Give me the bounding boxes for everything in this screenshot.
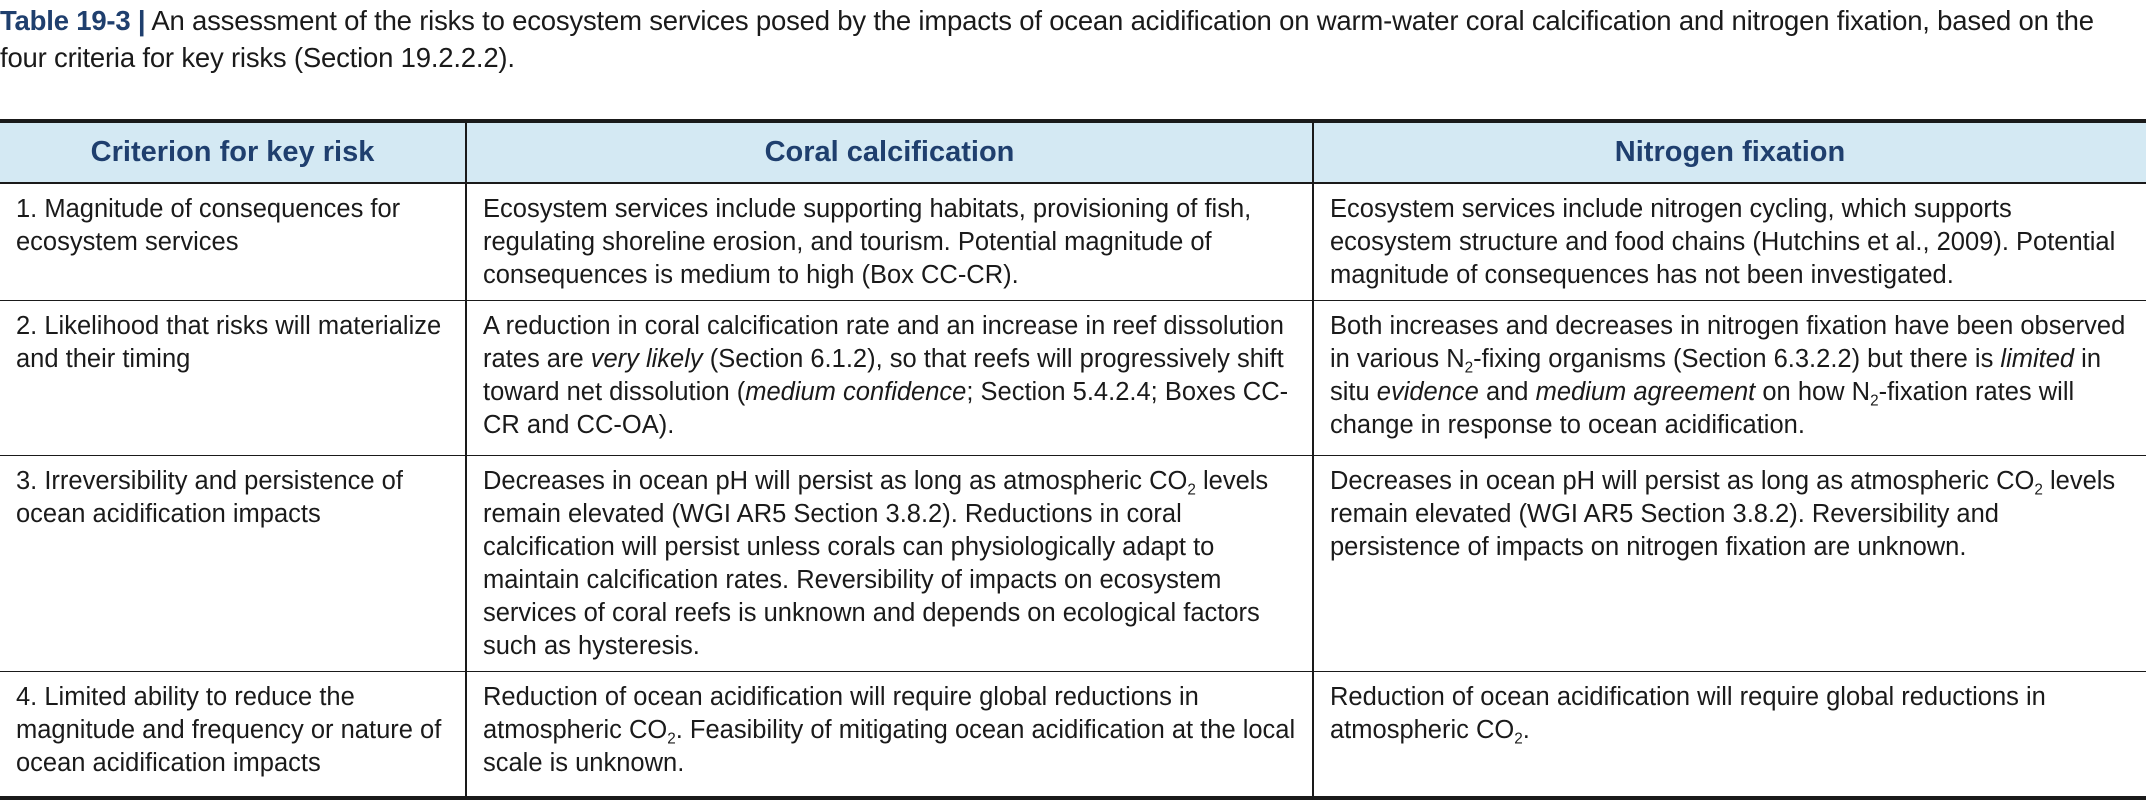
- column-header-nitrogen: Nitrogen fixation: [1313, 121, 2146, 183]
- key-risk-table: [0, 119, 2146, 800]
- criterion-cell: 4. Limited ability to reduce the magnitude and frequency or nature of ocean acidification impacts: [0, 672, 466, 799]
- table-row: [0, 672, 2146, 799]
- criterion-cell: 2. Likelihood that risks will materialize and their timing: [0, 301, 466, 456]
- criterion-cell: 1. Magnitude of consequences for ecosystem services: [0, 183, 466, 301]
- nitrogen-cell: Decreases in ocean pH will persist as long as atmospheric $CO_2$ levels remain elevated (WGI AR5 Section 3.8.2). Reversibility and persistence of impacts on nitrogen fixation are unknown.: [1313, 456, 2146, 672]
- coral-cell: A reduction in coral calcification rate and an increase in reef dissolution rates are very likely (Section 6.1.2), so that reefs will progressively shift toward net dissolution (medium confidence; Section 5.4.2.4; Boxes CC-CR and CC-OA).: [466, 301, 1313, 456]
- nitrogen-cell: Reduction of ocean acidification will require global reductions in atmospheric $CO_2$.: [1313, 672, 2146, 799]
- coral-cell: Reduction of ocean acidification will require global reductions in atmospheric $CO_2$. Feasibility of mitigating ocean acidification at the local scale is unknown.: [466, 672, 1313, 799]
- coral-cell: Decreases in ocean pH will persist as long as atmospheric $CO_2$ levels remain elevated (WGI AR5 Section 3.8.2). Reductions in coral calcification will persist unless corals can physiologically adapt to maintain calcification rates. Reversibility of impacts on ecosystem services of coral reefs is unknown and depends on ecological factors such as hysteresis.: [466, 456, 1313, 672]
- column-header-criterion: Criterion for key risk: [0, 121, 466, 183]
- criterion-cell: 3. Irreversibility and persistence of ocean acidification impacts: [0, 456, 466, 672]
- column-header-coral: Coral calcification: [466, 121, 1313, 183]
- table-number-label: Table 19-3 |: [0, 5, 146, 36]
- coral-cell: Ecosystem services include supporting habitats, provisioning of fish, regulating shoreline erosion, and tourism. Potential magnitude of consequences is medium to high (Box CC-CR).: [466, 183, 1313, 301]
- table-row: [0, 301, 2146, 456]
- nitrogen-cell: Both increases and decreases in nitrogen fixation have been observed in various $N_2$-fixing organisms (Section 6.3.2.2) but there is limited in situ evidence and medium agreement on how $N_2$-fixation rates will change in response to ocean acidification.: [1313, 301, 2146, 456]
- table-row: [0, 183, 2146, 301]
- caption-text: An assessment of the risks to ecosystem services posed by the impacts of ocean acidification on warm-water coral calcification and nitrogen fixation, based on the four criteria for key risks (Section 19.2.2.2).: [0, 5, 2094, 73]
- nitrogen-cell: Ecosystem services include nitrogen cycling, which supports ecosystem structure and food chains (Hutchins et al., 2009). Potential magnitude of consequences has not been investigated.: [1313, 183, 2146, 301]
- table-caption: [0, 2, 2140, 76]
- header-row: [0, 121, 2146, 183]
- table-row: [0, 456, 2146, 672]
